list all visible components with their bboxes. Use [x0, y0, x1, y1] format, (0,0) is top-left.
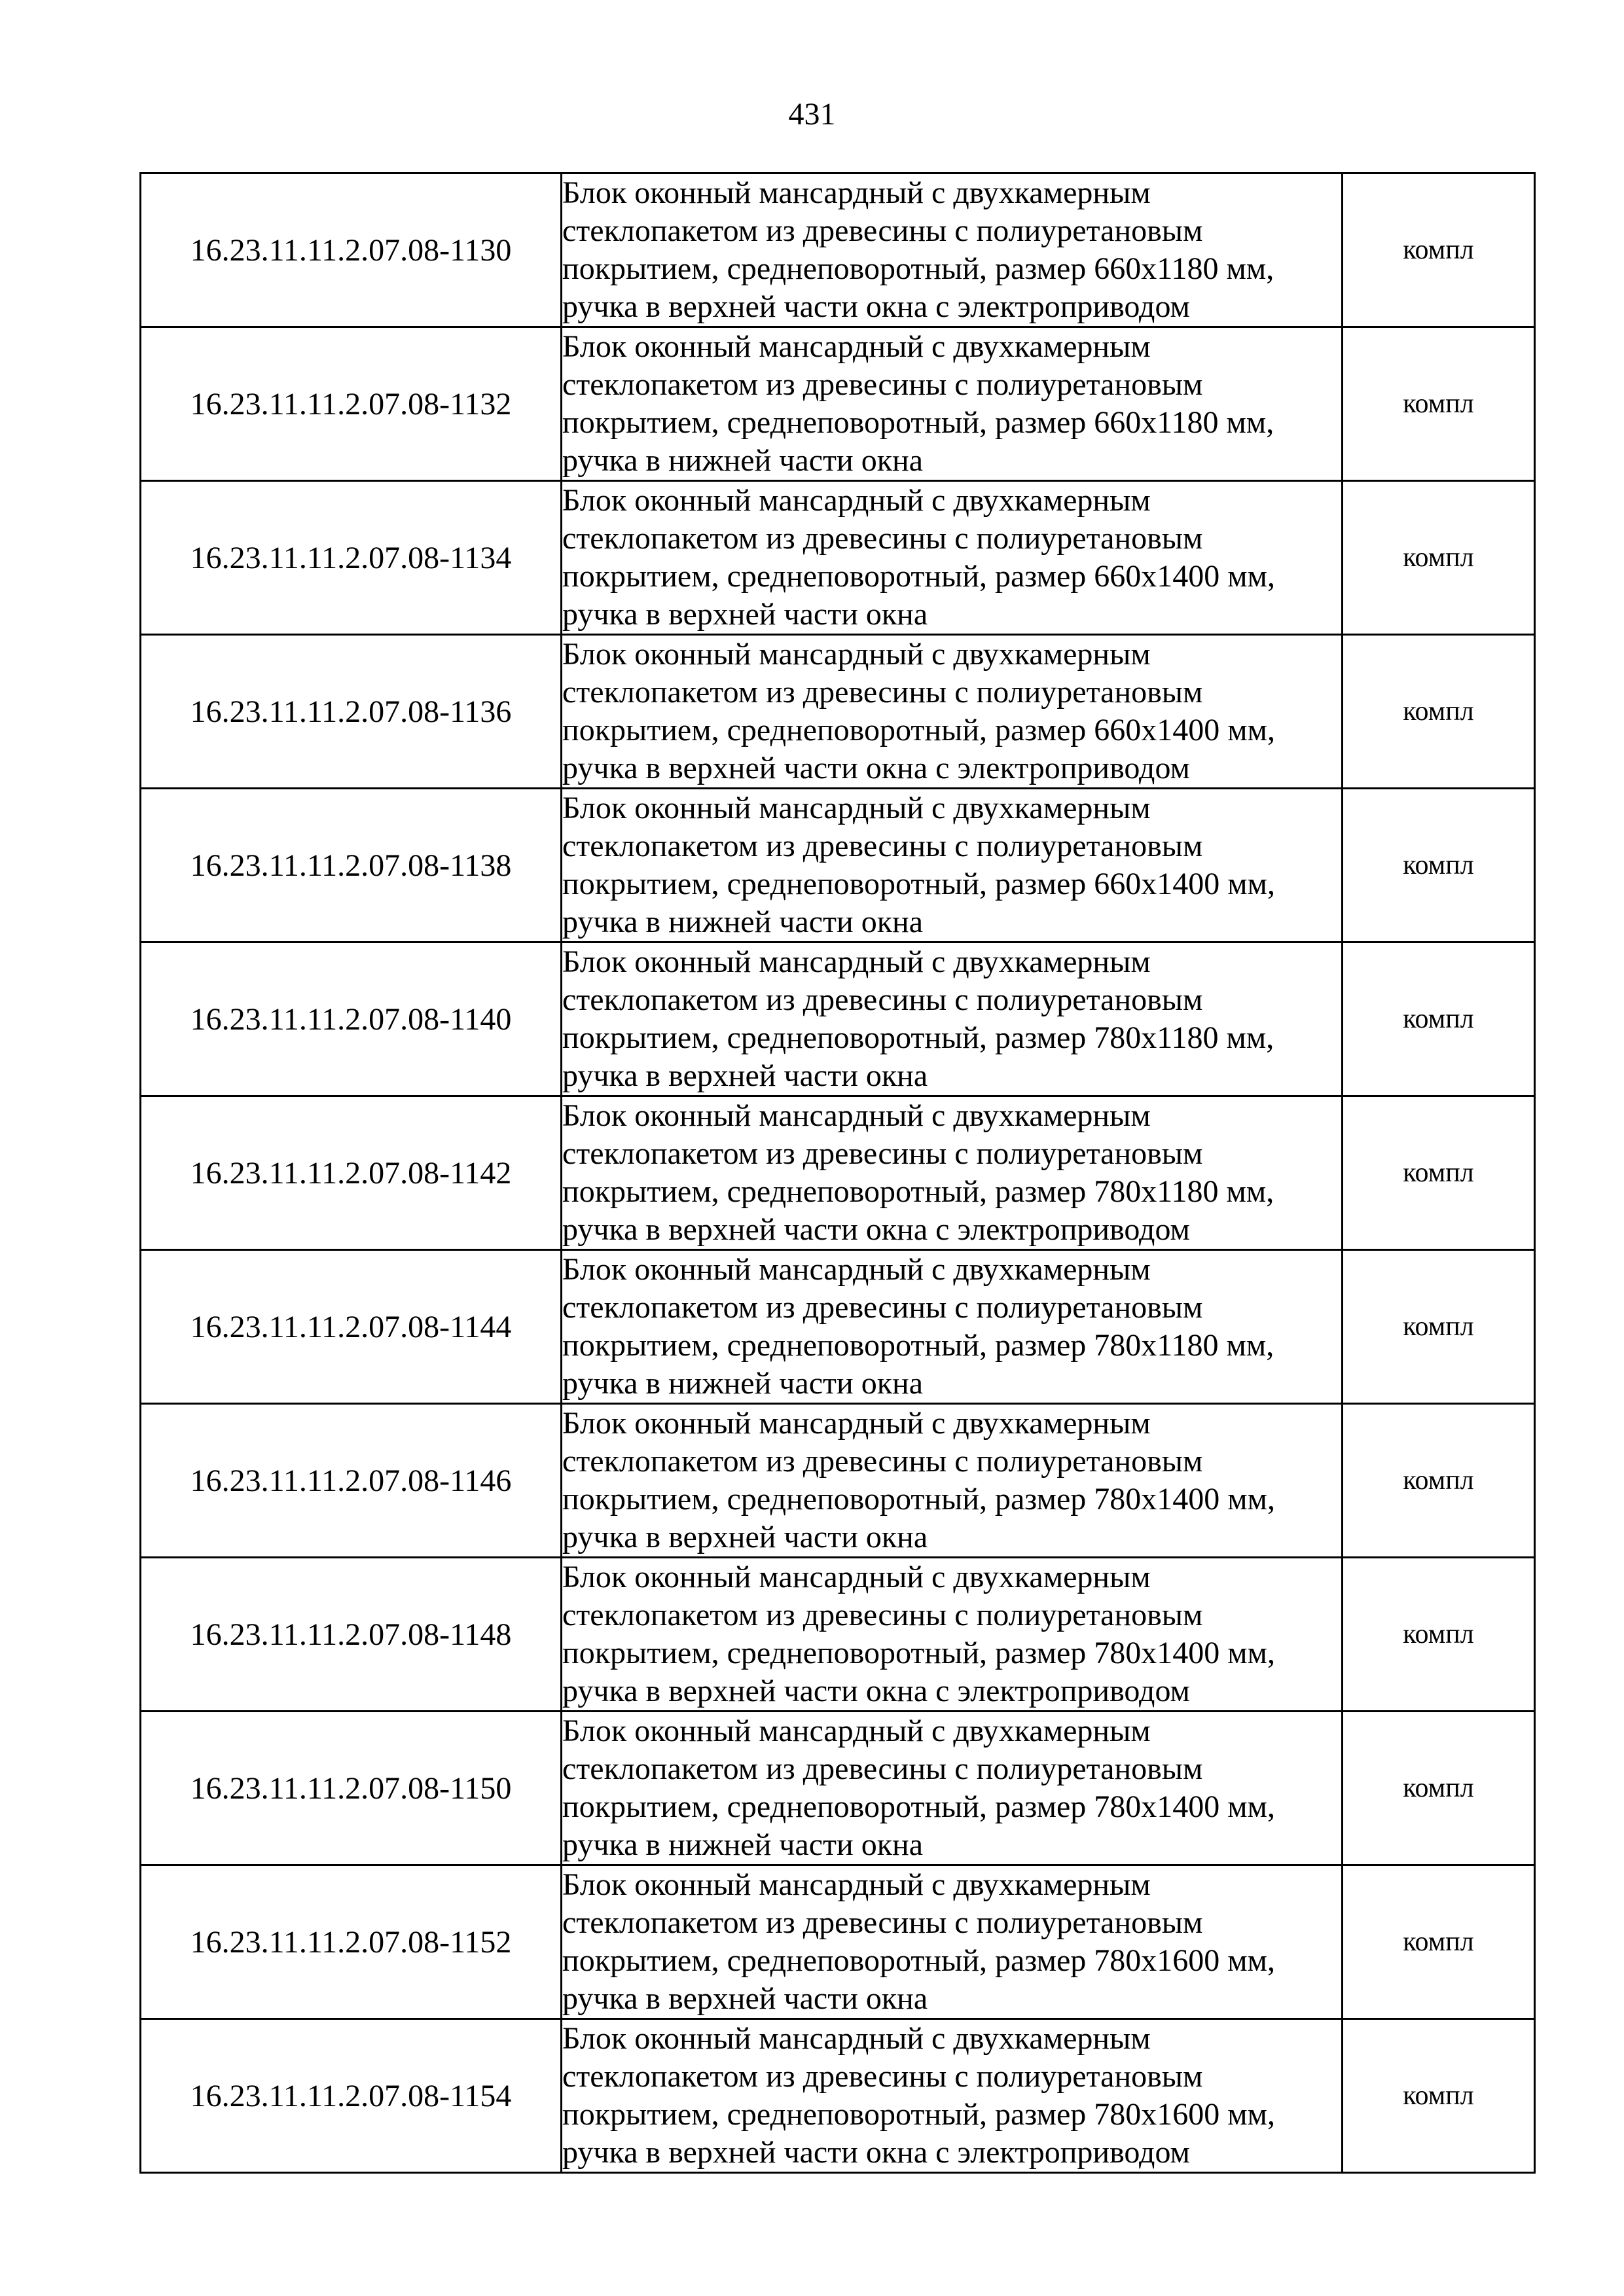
description-line: покрытием, среднеповоротный, размер 780х1400 мм,	[562, 1789, 1275, 1824]
description-line: ручка в верхней части окна	[562, 1058, 928, 1093]
description-line: ручка в верхней части окна с электроприводом	[562, 1212, 1190, 1247]
resource-code: 16.23.11.11.2.07.08-1142	[141, 1096, 562, 1250]
description-line: Блок оконный мансардный с двухкамерным	[562, 1252, 1151, 1287]
description-line: стеклопакетом из древесины с полиуретановым	[562, 982, 1203, 1017]
description-line: ручка в нижней части окна	[562, 443, 924, 478]
unit-of-measure: компл	[1343, 1250, 1535, 1404]
description-line: покрытием, среднеповоротный, размер 780х1180 мм,	[562, 1174, 1274, 1209]
table-row	[141, 481, 1535, 635]
unit-of-measure: компл	[1343, 173, 1535, 327]
description-line: стеклопакетом из древесины с полиуретановым	[562, 1444, 1203, 1479]
description-line: покрытием, среднеповоротный, размер 660х1400 мм,	[562, 559, 1275, 594]
description-line: стеклопакетом из древесины с полиуретановым	[562, 1290, 1203, 1325]
resource-description	[562, 942, 1343, 1096]
description-line: ручка в верхней части окна с электроприводом	[562, 751, 1190, 785]
description-line: ручка в верхней части окна	[562, 597, 928, 632]
unit-of-measure: компл	[1343, 327, 1535, 481]
description-line: покрытием, среднеповоротный, размер 780х1400 мм,	[562, 1636, 1275, 1670]
description-line: покрытием, среднеповоротный, размер 660х1180 мм,	[562, 251, 1274, 286]
unit-of-measure: компл	[1343, 481, 1535, 635]
resource-code: 16.23.11.11.2.07.08-1148	[141, 1558, 562, 1712]
description-line: покрытием, среднеповоротный, размер 780х1180 мм,	[562, 1020, 1274, 1055]
page-number: 431	[788, 97, 836, 132]
description-line: ручка в нижней части окна	[562, 1366, 924, 1401]
description-line: ручка в верхней части окна	[562, 1981, 928, 2016]
resource-code: 16.23.11.11.2.07.08-1140	[141, 942, 562, 1096]
resource-description	[562, 1558, 1343, 1712]
description-line: ручка в верхней части окна с электроприводом	[562, 2135, 1190, 2170]
table-row	[141, 789, 1535, 942]
resource-description	[562, 1404, 1343, 1558]
resource-code: 16.23.11.11.2.07.08-1146	[141, 1404, 562, 1558]
catalog-table	[139, 172, 1536, 2174]
description-line: стеклопакетом из древесины с полиуретановым	[562, 2059, 1203, 2094]
description-line: покрытием, среднеповоротный, размер 780х1180 мм,	[562, 1328, 1274, 1363]
description-line: Блок оконный мансардный с двухкамерным	[562, 637, 1151, 672]
resource-description	[562, 173, 1343, 327]
unit-of-measure: компл	[1343, 635, 1535, 789]
description-line: стеклопакетом из древесины с полиуретановым	[562, 675, 1203, 709]
table-row	[141, 635, 1535, 789]
description-line: стеклопакетом из древесины с полиуретановым	[562, 1751, 1203, 1786]
description-line: Блок оконный мансардный с двухкамерным	[562, 1713, 1151, 1748]
table-row	[141, 1096, 1535, 1250]
description-line: стеклопакетом из древесины с полиуретановым	[562, 367, 1203, 402]
description-line: стеклопакетом из древесины с полиуретановым	[562, 1598, 1203, 1632]
description-line: покрытием, среднеповоротный, размер 780х1600 мм,	[562, 1943, 1275, 1978]
resource-code: 16.23.11.11.2.07.08-1138	[141, 789, 562, 942]
description-line: Блок оконный мансардный с двухкамерным	[562, 1560, 1151, 1594]
resource-code: 16.23.11.11.2.07.08-1136	[141, 635, 562, 789]
resource-description	[562, 1865, 1343, 2019]
description-line: стеклопакетом из древесины с полиуретановым	[562, 213, 1203, 248]
resource-description	[562, 481, 1343, 635]
unit-of-measure: компл	[1343, 1404, 1535, 1558]
description-line: Блок оконный мансардный с двухкамерным	[562, 1098, 1151, 1133]
resource-code: 16.23.11.11.2.07.08-1144	[141, 1250, 562, 1404]
resource-description	[562, 789, 1343, 942]
resource-code: 16.23.11.11.2.07.08-1154	[141, 2019, 562, 2173]
description-line: ручка в верхней части окна	[562, 1520, 928, 1554]
description-line: Блок оконный мансардный с двухкамерным	[562, 791, 1151, 825]
description-line: ручка в верхней части окна с электроприводом	[562, 1674, 1190, 1708]
catalog-table-body	[141, 173, 1535, 2173]
resource-description	[562, 1712, 1343, 1865]
table-row	[141, 1558, 1535, 1712]
resource-code: 16.23.11.11.2.07.08-1150	[141, 1712, 562, 1865]
table-row	[141, 173, 1535, 327]
description-line: Блок оконный мансардный с двухкамерным	[562, 944, 1151, 979]
unit-of-measure: компл	[1343, 942, 1535, 1096]
description-line: покрытием, среднеповоротный, размер 780х1600 мм,	[562, 2097, 1275, 2132]
resource-description	[562, 327, 1343, 481]
unit-of-measure: компл	[1343, 1865, 1535, 2019]
description-line: Блок оконный мансардный с двухкамерным	[562, 329, 1151, 364]
description-line: Блок оконный мансардный с двухкамерным	[562, 483, 1151, 518]
description-line: покрытием, среднеповоротный, размер 780х1400 мм,	[562, 1482, 1275, 1516]
resource-description	[562, 1096, 1343, 1250]
description-line: стеклопакетом из древесины с полиуретановым	[562, 829, 1203, 863]
description-line: Блок оконный мансардный с двухкамерным	[562, 2021, 1151, 2056]
resource-code: 16.23.11.11.2.07.08-1152	[141, 1865, 562, 2019]
description-line: ручка в верхней части окна с электроприводом	[562, 289, 1190, 324]
table-row	[141, 2019, 1535, 2173]
table-row	[141, 327, 1535, 481]
table-row	[141, 942, 1535, 1096]
unit-of-measure: компл	[1343, 789, 1535, 942]
description-line: стеклопакетом из древесины с полиуретановым	[562, 521, 1203, 556]
description-line: стеклопакетом из древесины с полиуретановым	[562, 1136, 1203, 1171]
resource-code: 16.23.11.11.2.07.08-1130	[141, 173, 562, 327]
resource-code: 16.23.11.11.2.07.08-1134	[141, 481, 562, 635]
table-row	[141, 1250, 1535, 1404]
table-row	[141, 1865, 1535, 2019]
table-row	[141, 1712, 1535, 1865]
description-line: Блок оконный мансардный с двухкамерным	[562, 175, 1151, 210]
description-line: Блок оконный мансардный с двухкамерным	[562, 1406, 1151, 1441]
description-line: ручка в нижней части окна	[562, 905, 924, 939]
description-line: покрытием, среднеповоротный, размер 660х1400 мм,	[562, 867, 1275, 901]
unit-of-measure: компл	[1343, 1096, 1535, 1250]
resource-description	[562, 635, 1343, 789]
resource-description	[562, 1250, 1343, 1404]
table-row	[141, 1404, 1535, 1558]
description-line: ручка в нижней части окна	[562, 1827, 924, 1862]
description-line: стеклопакетом из древесины с полиуретановым	[562, 1905, 1203, 1940]
description-line: покрытием, среднеповоротный, размер 660х1180 мм,	[562, 405, 1274, 440]
unit-of-measure: компл	[1343, 1712, 1535, 1865]
resource-code: 16.23.11.11.2.07.08-1132	[141, 327, 562, 481]
unit-of-measure: компл	[1343, 2019, 1535, 2173]
description-line: покрытием, среднеповоротный, размер 660х1400 мм,	[562, 713, 1275, 747]
description-line: Блок оконный мансардный с двухкамерным	[562, 1867, 1151, 1902]
resource-description	[562, 2019, 1343, 2173]
unit-of-measure: компл	[1343, 1558, 1535, 1712]
